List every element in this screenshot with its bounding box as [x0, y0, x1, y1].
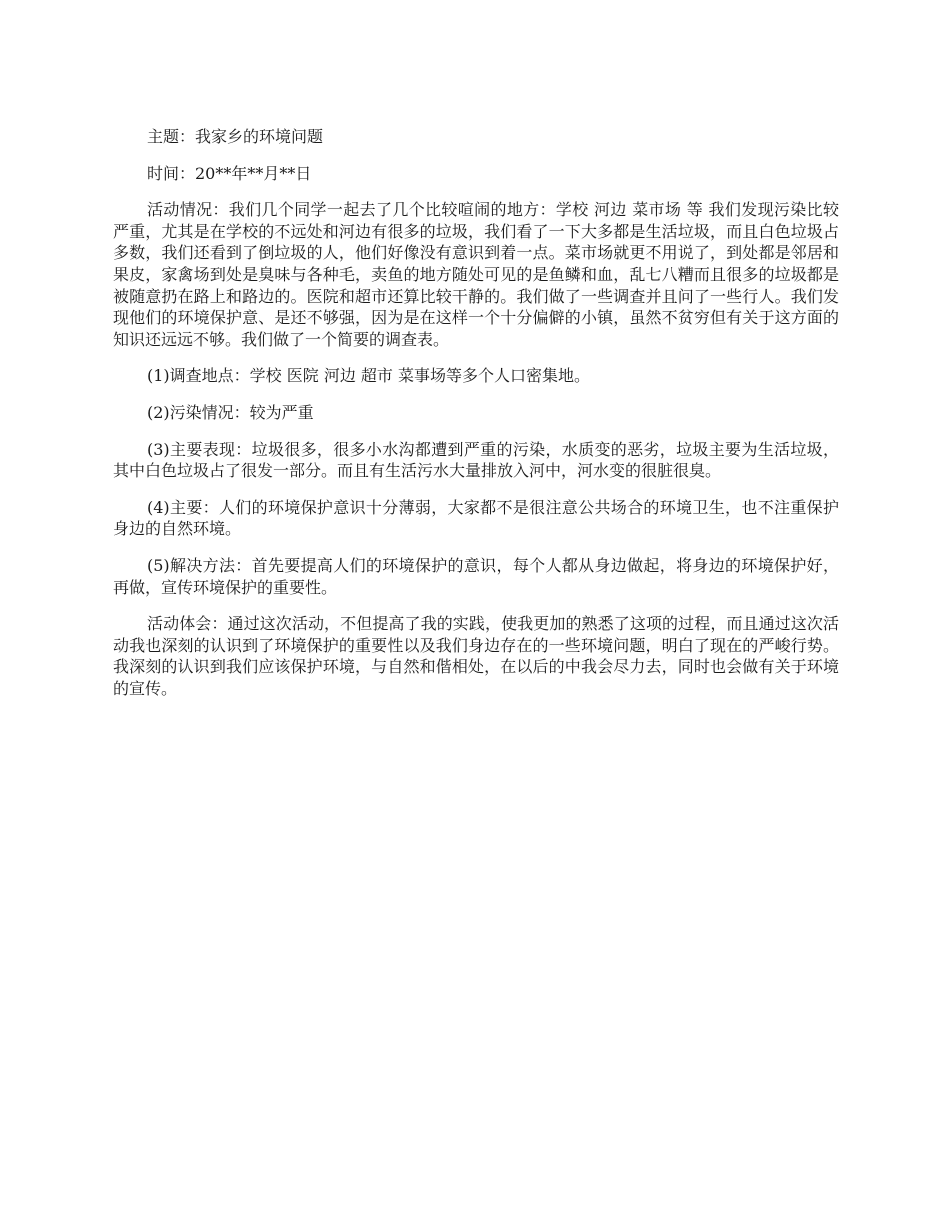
reflection-paragraph: 活动体会：通过这次活动，不但提高了我的实践，使我更加的熟悉了这项的过程，而且通过这次活动我也深刻的认识到了环境保护的重要性以及我们身边存在的一些环境问题，明白了现在的严峻行势。我深刻的认识到我们应该保护环境，与自然和偕相处，在以后的中我会尽力去，同时也会做有关于环境的宣传。	[113, 614, 839, 698]
document-body	[113, 126, 839, 714]
solution-item: (5)解决方法：首先要提高人们的环境保护的意识，每个人都从身边做起，将身边的环境保护好，再做，宣传环境保护的重要性。	[113, 555, 839, 597]
main-manifestation-item: (3)主要表现：垃圾很多，很多小水沟都遭到严重的污染，水质变的恶劣，垃圾主要为生活垃圾，其中白色垃圾占了很发一部分。而且有生活污水大量排放入河中，河水变的很脏很臭。	[113, 439, 839, 481]
activity-description-paragraph: 活动情况：我们几个同学一起去了几个比较喧闹的地方：学校 河边 菜市场 等 我们发现污染比较严重，尤其是在学校的不远处和河边有很多的垃圾，我们看了一下大多都是生活垃圾，而且白色垃圾占多数，我们还看到了倒垃圾的人，他们好像没有意识到着一点。菜市场就更不用说了，到处都是邻居和果皮，家禽场到处是臭味与各种毛，卖鱼的地方随处可见的是鱼鳞和血，乱七八糟而且很多的垃圾都是被随意扔在路上和路边的。医院和超市还算比较干静的。我们做了一些调查并且问了一些行人。我们发现他们的环境保护意、是还不够强，因为是在这样一个十分偏僻的小镇，虽然不贫穷但有关于这方面的知识还远远不够。我们做了一个简要的调查表。	[113, 200, 839, 349]
subject-line: 主题：我家乡的环境问题	[147, 127, 324, 146]
main-cause-item: (4)主要：人们的环境保护意识十分薄弱，大家都不是很注意公共场合的环境卫生，也不注重保护身边的自然环境。	[113, 497, 839, 539]
date-line: 时间：20**年**月**日	[147, 163, 312, 183]
pollution-status-item: (2)污染情况：较为严重	[147, 402, 314, 422]
survey-location-item: (1)调查地点：学校 医院 河边 超市 菜事场等多个人口密集地。	[147, 366, 591, 386]
